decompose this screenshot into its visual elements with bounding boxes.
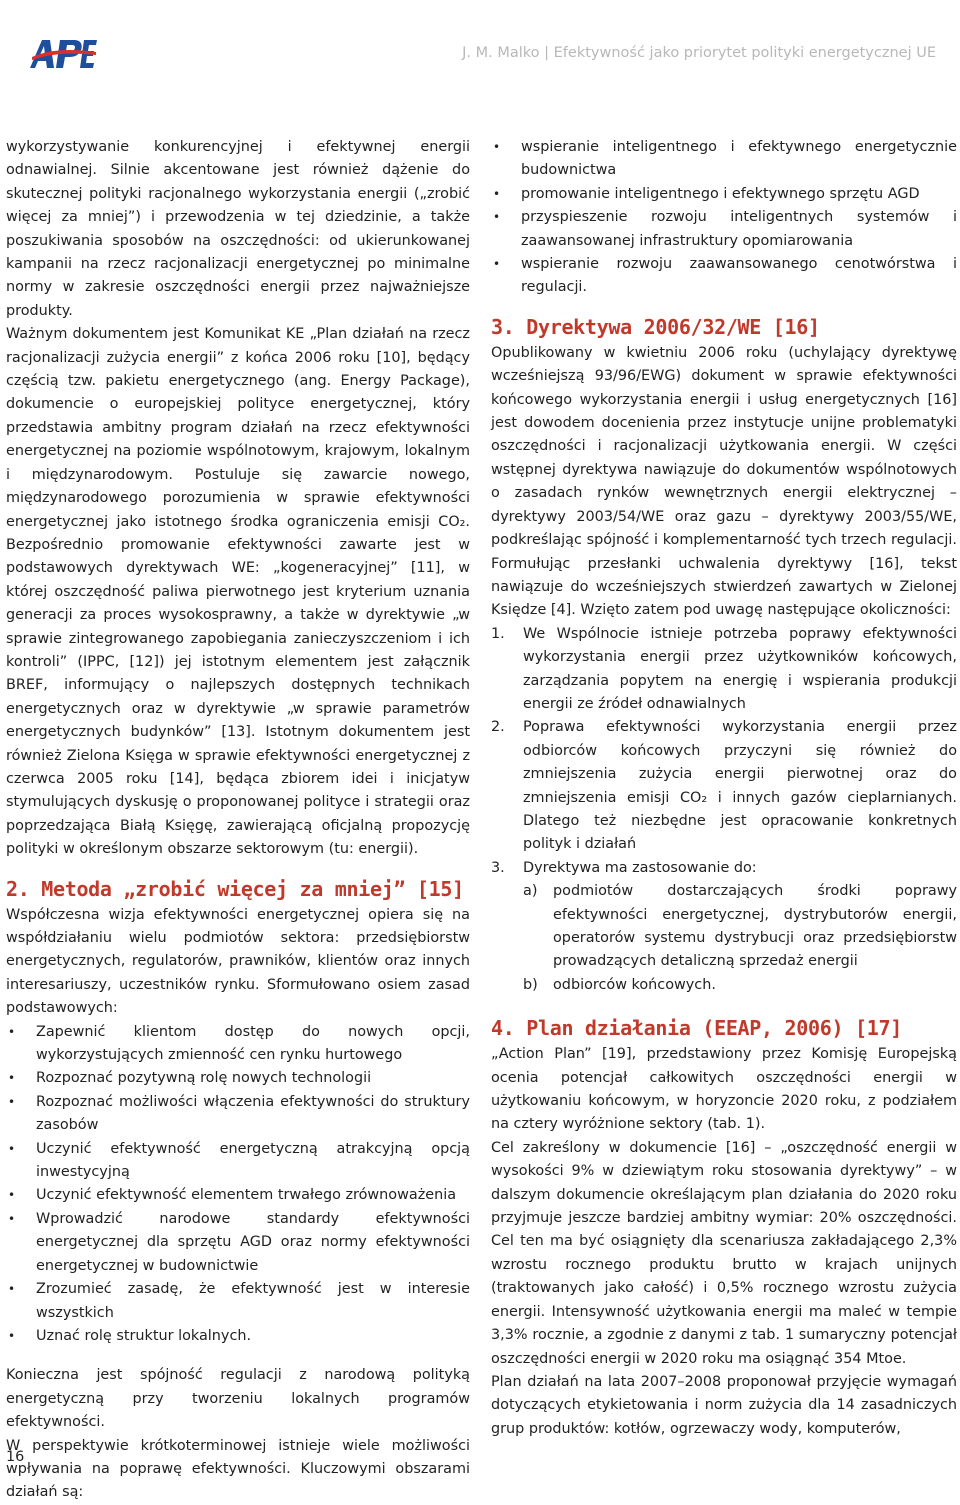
- bullet-icon: •: [493, 257, 501, 272]
- page-number: 16: [6, 1449, 25, 1465]
- paragraph: wykorzystywanie konkurencyjnej i efektywnej energii odnawialnej. Silnie akcentowane jest również dążenie do skutecznej polityki racjonalnego wykorzystania energii („zrobić więcej za mniej”) i przewodzenia w tej dziedzinie, a także poszukiwania sposobów na oszczędności: od ukierunkowanej kampanii na rzecz racjonalizacji energetycznej po minimalne normy w zakresie oszczędności energii przez najważniejsze produkty.: [6, 139, 470, 319]
- paragraph: Konieczna jest spójność regulacji z narodową polityką energetyczną przy tworzeniu lokalnych programów efektywności.: [6, 1367, 470, 1431]
- right-column: [491, 136, 957, 1441]
- bullet-icon: •: [8, 1024, 16, 1039]
- ape-logo: [28, 36, 98, 70]
- list-item: • promowanie inteligentnego i efektywnego sprzętu AGD: [491, 183, 957, 206]
- list-item: 1. We Wspólnocie istnieje potrzeba poprawy efektywności wykorzystania energii przez użytkowników końcowych, zarządzania popytem na energię i wspierania produkcji energii ze źródeł odnawialnych: [491, 625, 957, 712]
- bullet-icon: •: [8, 1188, 16, 1203]
- paragraph: Plan działań na lata 2007–2008 proponował przyjęcie wymagań dotyczących etykietowania i norm zużycia dla 14 zasadniczych grup produktów: kotłów, ogrzewaczy wody, komputerów,: [491, 1373, 957, 1437]
- paragraph: W perspektywie krótkoterminowej istnieje wiele możliwości wpływania na poprawę efektywności. Kluczowymi obszarami działań są:: [6, 1437, 470, 1501]
- section-heading-2: 2. Metoda „zrobić więcej za mniej” [15]: [6, 876, 464, 901]
- list-item: • Uznać rolę struktur lokalnych.: [6, 1325, 470, 1348]
- list-item: • Uczynić efektywność energetyczną atrakcyjną opcją inwestycyjną: [6, 1138, 470, 1185]
- bullet-icon: •: [8, 1094, 16, 1109]
- list-item: • przyspieszenie rozwoju inteligentnych systemów i zaawansowanej infrastruktury opomiarowania: [491, 206, 957, 253]
- bullet-icon: •: [493, 210, 501, 225]
- section-heading-3: 3. Dyrektywa 2006/32/WE [16]: [491, 314, 820, 339]
- page-header: [0, 0, 960, 110]
- paragraph: Ważnym dokumentem jest Komunikat KE „Plan działań na rzecz racjonalizacji zużycia energii” z końca 2006 roku [10], będący częścią tzw. pakietu energetycznego (ang. Energy Package), dokumencie o europejskiej polityce energetycznej, który przedstawia ambitny program działań na rzecz efektywności energetycznej na poziomie wspólnotowym, krajowym, lokalnym i międzynarodowym. Postuluje się zawarcie nowego, międzynarodowego porozumienia w sprawie efektywności energetycznej jako istotnego środka ograniczenia emisji CO₂. Bezpośrednio promowanie efektywności zawarte jest w podstawowych dyrektywach WE: „kogeneracyjnej” [11], w której oszczędność paliwa pierwotnego jest kryterium uznania generacji za proces wysokosprawny, a także w dyrektywie „w sprawie zintegrowanego zapobiegania zanieczyszczeniom i ich kontroli” (IPPC, [12]) jej istotnym elementem jest załącznik BREF, informujący o najlepszych dostępnych technikach energetycznych oraz w dyrektywie „w sprawie parametrów energetycznych budynków” [13]. Istotnym dokumentem jest również Zielona Księga w sprawie efektywności energetycznej z czerwca 2005 roku [14], będąca zbiorem idei i inicjatyw stymulujących dyskusję o proponowanej polityce i strategii oraz poprzedzająca Białą Księgę, zawierającą oficjalną propozycję polityki w określonym obszarze sektorowym (tu: energii).: [6, 326, 470, 858]
- bullet-icon: •: [8, 1328, 16, 1343]
- list-item: 2. Poprawa efektywności wykorzystania energii przez odbiorców końcowych przyczyni się również do zmniejszenia zużycia energii pierwotnej oraz do zmniejszenia emisji CO₂ i innych gazów cieplarnianych. Dlatego też niezbędne jest opracowanie konkretnych polityk i działań: [491, 719, 957, 853]
- section-heading-4: 4. Plan działania (EEAP, 2006) [17]: [491, 1016, 902, 1041]
- left-column: [6, 136, 470, 1505]
- list-item: b) odbiorców końcowych.: [523, 976, 716, 993]
- bullet-icon: •: [8, 1071, 16, 1086]
- key-areas-list: [491, 136, 957, 300]
- list-item: • wspieranie rozwoju zaawansowanego cenotwórstwa i regulacji.: [491, 253, 957, 300]
- list-item: • Zrozumieć zasadę, że efektywność jest w interesie wszystkich: [6, 1278, 470, 1325]
- list-item: a) podmiotów dostarczających środki poprawy efektywności energetycznej, dystrybutorów energii, operatorów systemu dystrybucji oraz przedsiębiorstw prowadzących detaliczną sprzedaż energii: [523, 883, 957, 970]
- principles-list: [6, 1021, 470, 1349]
- list-item: • Rozpoznać pozytywną rolę nowych technologii: [6, 1067, 470, 1090]
- bullet-icon: •: [8, 1282, 16, 1297]
- list-item: 3. Dyrektywa ma zastosowanie do: a) podmiotów dostarczających środki poprawy efektywności energetycznej, dystrybutorów energii, operatorów systemu dystrybucji oraz przedsiębiorstw prowadzących detaliczną sprzedaż energii b) odbiorców końcowych.: [491, 857, 957, 997]
- paragraph: Cel zakreślony w dokumencie [16] – „oszczędność energii w wysokości 9% w dziewiątym roku stosowania dyrektywy” – w dalszym dokumencie określającym plan działania do 2020 roku przyjmuje jeszcze bardziej ambitny wymiar: 20% oszczędności. Cel ten ma być osiągnięty dla scenariusza zakładającego 2,3% wzrostu rocznego produktu brutto w krajach unijnych (traktowanych jako całość) i 0,5% rocznego wzrostu zużycia energii. Intensywność użytkowania energii ma maleć w tempie 3,3% rocznie, a zgodnie z danymi z tab. 1 sumaryczny potencjał oszczędności energii w 2020 roku ma osiągnąć 354 Mtoe.: [491, 1139, 957, 1367]
- bullet-icon: •: [493, 140, 501, 154]
- paragraph: „Action Plan” [19], przedstawiony przez Komisję Europejską ocenia potencjał całkowitych oszczędności energii w użytkowaniu końcowym, w horyzoncie 2020 roku, z podziałem na cztery wyróżnione sektory (tab. 1).: [491, 1046, 957, 1133]
- paragraph: Opublikowany w kwietniu 2006 roku (uchylający dyrektywę wcześniejszą 93/96/EWG) dokument w sprawie efektywności końcowego wykorzystania energii i usług energetycznych [16] jest dowodem docenienia przez instytucje unijne problematyki oszczędności i racjonalizacji użytkowania energii. W części wstępnej dyrektywa nawiązuje do dokumentów wspólnotowych o zasadach rynków wewnętrznych energii elektrycznej – dyrektywy 2003/54/WE oraz gazu – dyrektywy 2003/55/WE, podkreślając spójność i komplementarność tych trzech regulacji. Formułując przesłanki uchwalenia dyrektywy [16], tekst nawiązuje do wcześniejszych stwierdzeń zawartych w Zielonej Księdze [4]. Wzięto zatem pod uwagę następujące okoliczności:: [491, 344, 957, 619]
- bullet-icon: •: [493, 186, 501, 201]
- list-item: • wspieranie inteligentnego i efektywnego energetycznie budownictwa: [491, 136, 957, 183]
- list-item: • Zapewnić klientom dostęp do nowych opcji, wykorzystujących zmienność cen rynku hurtowego: [6, 1021, 470, 1068]
- list-item: • Rozpoznać możliwości włączenia efektywności do struktury zasobów: [6, 1091, 470, 1138]
- bullet-icon: •: [8, 1141, 16, 1156]
- running-head: J. M. Malko | Efektywność jako priorytet polityki energetycznej UE: [462, 45, 936, 61]
- list-item: • Uczynić efektywność elementem trwałego zrównoważenia: [6, 1184, 470, 1207]
- sub-list: [523, 880, 957, 997]
- bullet-icon: •: [8, 1211, 16, 1226]
- paragraph: Współczesna wizja efektywności energetycznej opiera się na współdziałaniu wielu podmiotów sektora: przedsiębiorstw energetycznych, regulatorów, prawników, klientów oraz innych interesariuszy, uczestników rynku. Sformułowano osiem zasad podstawowych:: [6, 906, 470, 1017]
- list-item: • Wprowadzić narodowe standardy efektywności energetycznej dla sprzętu AGD oraz normy efektywności energetycznej w budownictwie: [6, 1208, 470, 1278]
- numbered-list: [491, 623, 957, 998]
